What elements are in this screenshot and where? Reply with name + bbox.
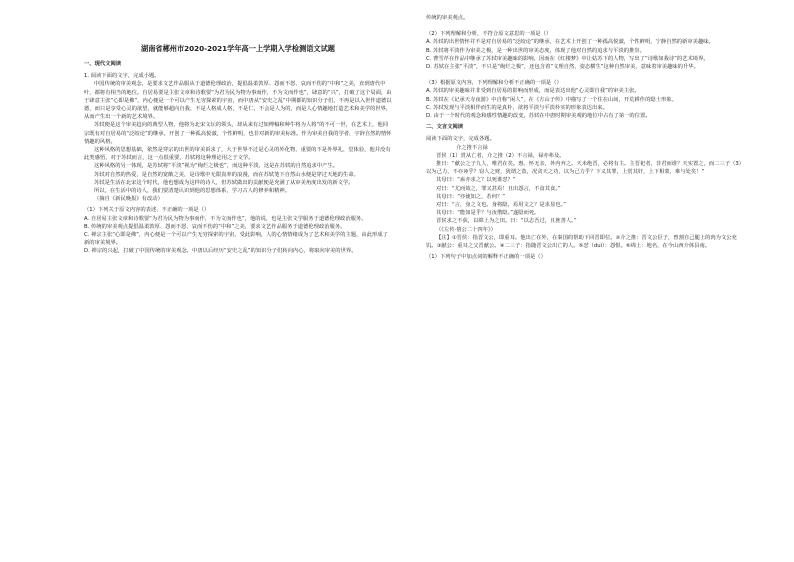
question-2: （2）下列理解和分析，不符合原文意思的一项是（） xyxy=(426,31,552,38)
classical-source: （《左传·僖公二十四年》） xyxy=(436,226,496,233)
question-option: A. 苏轼的出世情怀并不是对自居易的“泛皎论”的继承，在艺术上开创了一种孤高悦澈，个性鲜明，宁静自然的新审美趣味。 xyxy=(426,39,714,46)
passage-paragraph: 苏轼对自然的热爱，是自然的宽敞之美，是诗歌中无限真率的浪漫，而在苏轼笔下自然山水便是穿过天地的生命。 xyxy=(94,171,359,178)
classical-title: 介之推不言禄 xyxy=(456,144,488,151)
classical-line: 其母曰：“亦使知之，若何？” xyxy=(436,193,506,200)
exam-title: 湖南省郴州市2020-2021学年高一上学期入学检测语文试题 xyxy=(141,44,335,53)
passage-paragraph: 苏轼便是这个审美趋向的典型人物，他将为北宋文坛的领头，却从来有过如傅稿和种牛将为人将“的不可一世，在艺术上，他同宗既有对自居易的“泛皎论”的继承，开创了一种孤高悦澈，个性鲜明，也非对新的审美标准。作为审美自我的学者，宇辞自然的情怀情趣的风格。 xyxy=(84,122,392,145)
right-column xyxy=(426,14,744,261)
question-option: A. 自居易主张文章和诗歌要“为君为民为物为事而作，不为文而作也”，他的说，也是主张文学服务于道德伦理政治服务。 xyxy=(84,215,367,222)
question-option: C. 苏轼发现与平淡相伴而生的是真朴，欲将平淡与平淡朴实的形象表达出来。 xyxy=(426,104,608,111)
question-3: （3）根据原文内容，下列理解和分析不正确的一项是（） xyxy=(426,80,562,87)
passage-source: （摘自《新民晚报》有改动） xyxy=(94,196,163,203)
passage-paragraph: 这种风格的思想基础，依然是穿宗的出世的审美诉求了，大于世界不过是心灵的外化物，重要的不是外界礼，堂体验，他并没有此类感悟，对于苏轼而言，这一点很重要，苏轼将这种理论用之于文学。 xyxy=(84,147,391,162)
reading-instruction: 阅读下面的文字，完成各题。 xyxy=(426,136,495,143)
classical-line: 晋侯求之不获，以绵上为之田。曰：“以志吾过，且旌善人。” xyxy=(436,218,577,225)
classical-line: 其母曰：“能如是乎？与汝偕隐。”遂隐而死。 xyxy=(436,210,540,217)
classical-line: 推曰：“献公之子九人，唯君在矣。惠、怀无亲，外内弃之。天未绝晋，必将有主。主晋祀者，非君而谁？天实置之，而二三子（3）以为己力，不亦诬乎？窃人之财，犹谓之盗，况贪天之功，以为己力乎？下义其罪，上赏其奸，上下相蒙，难与处矣！” xyxy=(426,161,742,176)
passage-paragraph: 这种风格的另一体现，是苏轼将“平淡”视为“绚烂之极也”，而这种平淡，这是在苏轼的自然追求中产生。 xyxy=(94,163,339,170)
question-option: C. 曹雪芹在作品中继承了苏轼审美趣味的影响，因而在《红楼梦》中让姑苏下的人物，写出了“诗歌如我诗”的艺术境界。 xyxy=(426,55,709,62)
question-4: （1）下列句子中加点词的解释不正确的一项是（） xyxy=(426,254,546,261)
classical-line: 对曰：“言，身之文也。身将隐，焉用文之？是求显也。” xyxy=(436,202,566,209)
question-option: B. 苏轼将平淡作为审美之极，是一种出世的审美态度，体现了他对自然的追求与平淡的推崇。 xyxy=(426,47,645,54)
question-option: B. 苏轼在《记承天寺夜游》中自称“闲人”，在《方山子传》中描写了一个住在山间，开荒耕作的隐士形象。 xyxy=(426,96,677,103)
question-option: D. 苏轼在主张“平淡”，不只是“绚烂之极”，还包含着“文理自然，姿态横生”这种自然审美，意味着审美趣味的升华。 xyxy=(426,64,699,71)
question-option: B. 传统的审美观点提倡温柔敦厚、怨而不怒、哀而不伤的“中和”之美，要求文艺作品服务于道德伦理政治服务。 xyxy=(84,223,346,230)
section-heading-modern: 一、现代文阅读 xyxy=(84,61,122,67)
question-1: （1）下列关于原文内容的表述，不正确的一项是（） xyxy=(84,207,210,214)
annotation-notes: 【注】①晋侯：指晋文公，即重耳。他出亡在外，在秦国的帮助下回晋即位。②介之推：晋文公臣子，曾割自己腿上的肉为文公充饥。③献公：重耳之父晋献公。④二三子：指随晋文公出亡的人。⑤怼（duì）：怨恨。⑥绵上：地名，在今山西介休县南。 xyxy=(426,234,737,250)
left-column xyxy=(84,14,392,256)
passage-paragraph: 苏轼是生活在北宋这个时代，他也想成为这样的诗人，但苏轼做出的贡献便是充满了从审美角度出发的新文学。 xyxy=(94,179,354,186)
question-option: D. 由于一个时代的观念和感性情趣的改变，苏轼在中唐时期审美观的地位中占有了第一的位置。 xyxy=(426,113,651,120)
question-option: C. 禅宗主张“心即是佛”，内心便是一个可以产生无穷探索的宇宙，受此影响，人的心情情绪成为了艺术和美学的主题，由此形成了新的审美境界。 xyxy=(84,232,388,247)
question-option: A. 苏轼的审美趣味并非受到自居易的影响而形成，而是表达出他“心灵即自我”的审美主张。 xyxy=(426,88,640,95)
reading-instruction: 1. 阅读下面的文字，完成小题。 xyxy=(84,73,160,80)
classical-line: 对曰：“尤而效之，罪又甚焉！且出怨言，不食其食。” xyxy=(436,185,561,192)
section-heading-classical: 二、文言文阅读 xyxy=(426,124,464,131)
question-option: D. 禅宗的兴起，打破了中国传统的审美观念，中唐以后经历“安史之乱”的知识分子们转向内心，将取向审美的世界。 xyxy=(84,248,357,255)
classical-line: 晋侯（1）赏从亡者，介之推（2）不言禄，禄亦弗及。 xyxy=(436,152,565,159)
passage-paragraph: 中国传统的审美观念，是要求文艺作品服从于道德伦理政治，提倡温柔敦厚、怨而不怒、哀而不伤的“中和”之美，直到唐代中叶，都将有相当的地位。自居易要是主张文章和诗歌要“为君为民为物为事而作，不为文而作也”，肆意的“兴”，打破了这个局面，由于肆意主张“心即是佛”，内心便是一个可以产生无穷探索的宇宙，而中唐从“安史之乱”中期都的知识分子们，不再是以入世作道德以德，而只是享受心灵的欲望，就能够超向自我，不是人格成人格，不是仁，不会是人为的，而是人心情趣地打造艺术和美学的世界，从而产生出一个新的艺术境界。 xyxy=(84,81,392,121)
carryover-text: 传统的审美观点。 xyxy=(426,15,469,21)
classical-line: 其母曰：“盍亦求之？以死谁怼？” xyxy=(436,177,516,184)
passage-paragraph: 所以，在生活中的诗人，我们要清楚认识到他的思想体系，学习古人的修养和精神。 xyxy=(94,188,290,195)
